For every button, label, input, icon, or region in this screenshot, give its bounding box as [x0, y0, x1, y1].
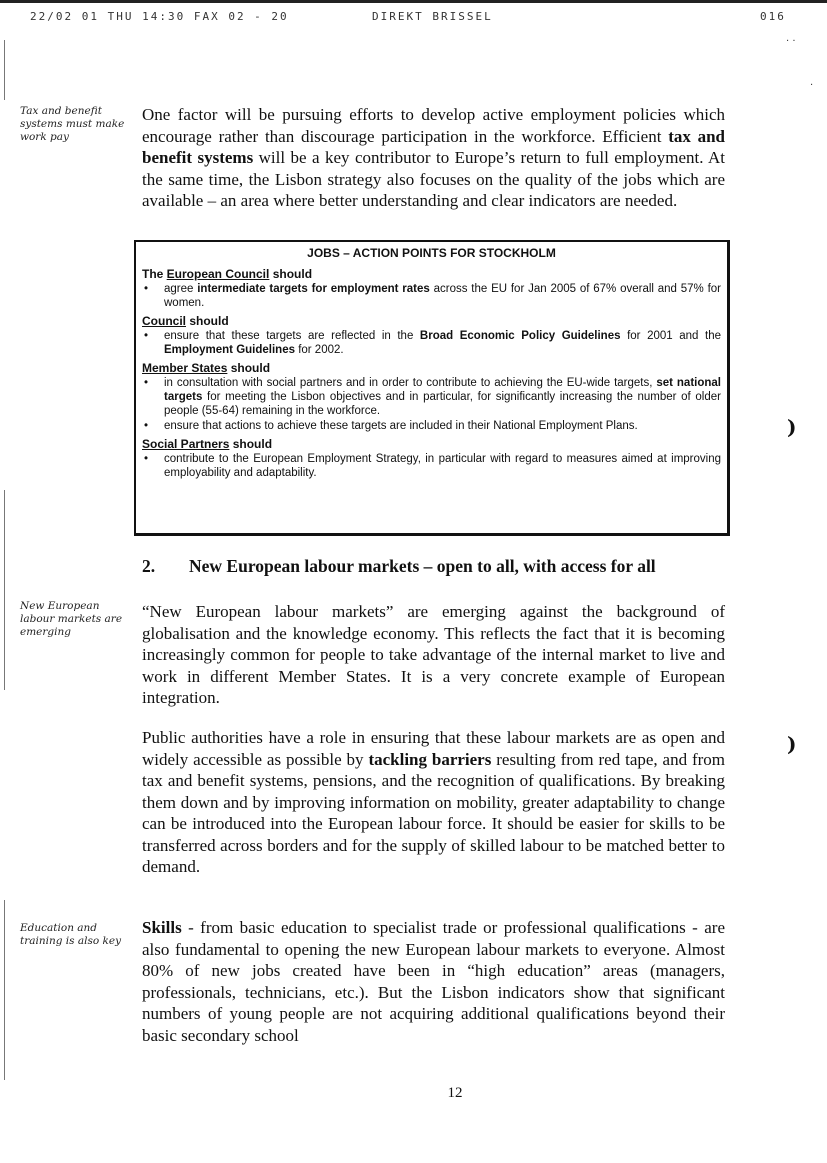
margin-bracket-mark: ) — [787, 415, 797, 439]
member-states-heading — [142, 361, 721, 375]
council-heading — [142, 314, 721, 328]
heading-member-states: Member States — [142, 361, 228, 375]
list-item: • ensure that actions to achieve these targets are included in their National Employment Plans. — [142, 419, 721, 433]
fax-header-middle: DIREKT BRISSEL — [372, 10, 493, 23]
item-text: agree — [164, 283, 198, 295]
public-authorities-paragraph — [142, 727, 725, 878]
item-text: for meeting the Lisbon objectives and in particular, for significantly increasing the number of older people (55-64) remaining in the workforce. — [164, 391, 721, 417]
fax-header — [0, 10, 827, 30]
item-text: in consultation with social partners and in order to contribute to achieving the EU-wide targets, — [164, 377, 657, 389]
fax-top-line — [0, 0, 827, 3]
item-text: for 2001 and the — [620, 330, 721, 342]
item-bold: intermediate targets for employment rates — [197, 283, 430, 295]
public-text-1: Public authorities have a role in ensuring that these labour markets are as open and widely accessible as possible by — [142, 728, 725, 769]
item-bold: set national targets — [164, 377, 721, 403]
heading-european-council: European Council — [166, 267, 270, 281]
public-text-2: resulting from red tape, and from tax and benefit systems, pensions, and the recognition of qualifications. By breaking them down and by improving information on mobility, greater adaptability to change can be introduced into the European labour force. It should be easier for skills to be transferred across borders and for the supply of skilled labour to be matched better to demand. — [142, 749, 726, 876]
fax-header-left: 22/02 01 THU 14:30 FAX 02 - 20 — [30, 10, 289, 23]
margin-note-labour: New European labour markets are emerging — [20, 600, 123, 638]
margin-note-tax: Tax and benefit systems must make work pay — [20, 105, 125, 143]
intro-text-2: will be a key contributor to Europe’s return to full employment. At the same time, the Lisbon strategy also focuses on the quality of the jobs which are available – an area where better understanding and clear indicators are needed. — [142, 148, 725, 210]
european-council-heading — [142, 267, 721, 281]
list-item — [142, 329, 721, 357]
member-states-list — [142, 376, 721, 433]
left-margin-rule — [4, 900, 5, 1080]
item-bold: Employment Guidelines — [164, 344, 295, 356]
heading-social-partners: Social Partners — [142, 437, 230, 451]
skills-bold: Skills — [142, 918, 182, 937]
heading-suffix: should — [186, 314, 229, 328]
heading-council: Council — [142, 314, 186, 328]
action-points-box — [134, 240, 730, 536]
item-bold: Broad Economic Policy Guidelines — [419, 330, 621, 342]
left-margin-rule — [4, 40, 5, 100]
public-bold: tackling barriers — [368, 749, 492, 769]
intro-text-1: One factor will be pursuing efforts to develop active employment policies which encourage rather than discourage participation in the workforce. Efficient — [142, 105, 725, 146]
heading-suffix: should — [229, 437, 273, 451]
section-title: New European labour markets – open to all, with access for all — [189, 556, 656, 576]
social-partners-heading — [142, 437, 721, 451]
council-list — [142, 329, 721, 357]
box-title: JOBS – ACTION POINTS FOR STOCKHOLM — [307, 246, 556, 260]
heading-prefix: The — [142, 267, 167, 281]
item-text: for 2002. — [295, 344, 344, 356]
list-item — [142, 376, 721, 418]
european-council-list — [142, 282, 721, 310]
intro-paragraph — [142, 104, 725, 212]
heading-suffix: should — [227, 361, 271, 375]
labour-markets-paragraph — [142, 601, 725, 709]
skills-text: - from basic education to specialist trade or professional qualifications - are also fundamental to opening the new European labour markets to everyone. Almost 80% of new jobs created have been in “high education” areas (managers, professionals, technicians, etc.). But the Lisbon indicators show that significant numbers of young people are not acquiring additional qualifications beyond their basic secondary school — [142, 918, 725, 1045]
item-text: ensure that these targets are reflected in the — [164, 330, 420, 342]
skills-paragraph — [142, 917, 725, 1046]
margin-note-education: Education and training is also key — [20, 922, 122, 947]
section-number: 2. — [142, 556, 156, 576]
left-margin-rule — [4, 490, 5, 690]
list-item — [142, 282, 721, 310]
scan-speck: · — [810, 80, 814, 91]
scan-speck: · · — [786, 36, 796, 47]
social-partners-list — [142, 452, 721, 480]
page-number: 12 — [447, 1085, 463, 1101]
list-item: • contribute to the European Employment Strategy, in particular with regard to measures aimed at improving employability and adaptability. — [142, 452, 721, 480]
intro-bold: tax and benefit systems — [142, 126, 725, 167]
heading-suffix: should — [269, 267, 313, 281]
labour-text: “New European labour markets” are emerging against the background of globalisation and the knowledge economy. This reflects the fact that it is becoming increasingly common for people to take advantage of the internal market to live and work in different Member States. It is a very concrete example of European integration. — [142, 602, 725, 707]
margin-bracket-mark: ) — [787, 732, 797, 756]
item-text: across the EU for Jan 2005 of 67% overall and 57% for women. — [164, 283, 722, 309]
section-heading — [142, 556, 732, 577]
fax-header-right: 016 — [760, 10, 786, 23]
